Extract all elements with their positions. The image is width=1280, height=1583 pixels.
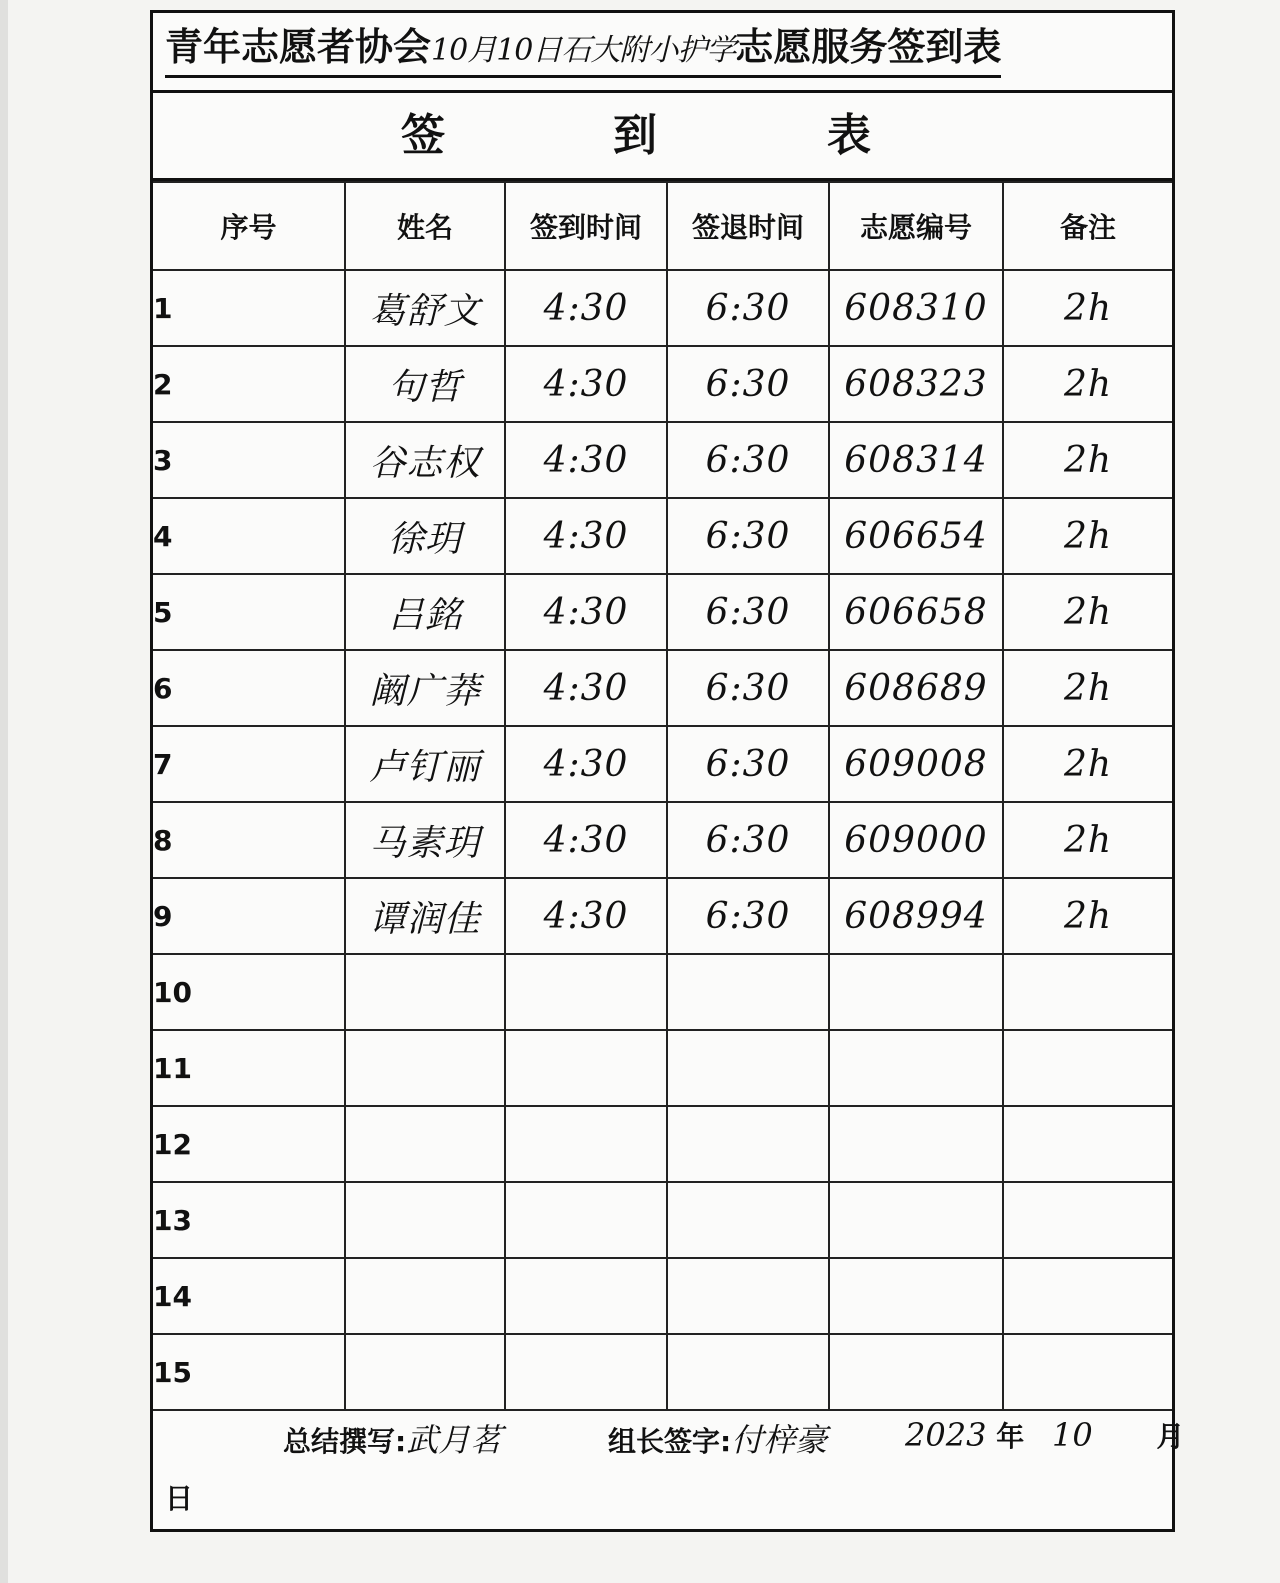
name-cell: [345, 1182, 505, 1258]
name-cell: 卢钉丽: [345, 726, 505, 802]
volunteer-id-cell: [829, 1030, 1003, 1106]
summary-writer: [283, 1415, 502, 1461]
note-cell: 2h: [1003, 422, 1172, 498]
sign-out-time-cell: 6:30: [667, 422, 829, 498]
sign-out-time-cell: 6:30: [667, 802, 829, 878]
sign-in-time-cell: 4:30: [505, 270, 667, 346]
volunteer-id-cell: [829, 1258, 1003, 1334]
row-number: 4: [153, 498, 345, 574]
sign-in-time-cell: 4:30: [505, 878, 667, 954]
volunteer-id-cell: 606658: [829, 574, 1003, 650]
name-cell: 葛舒文: [345, 270, 505, 346]
table-row: [153, 954, 1172, 1030]
table-row: [153, 1182, 1172, 1258]
volunteer-id-cell: 608310: [829, 270, 1003, 346]
title-printed-suffix: 志愿服务签到表: [735, 25, 1002, 69]
volunteer-id-cell: [829, 954, 1003, 1030]
note-cell: 2h: [1003, 270, 1172, 346]
table-row: [153, 574, 1172, 650]
sign-out-time-cell: 6:30: [667, 878, 829, 954]
row-number: 5: [153, 574, 345, 650]
table-row: [153, 726, 1172, 802]
sign-in-time-cell: [505, 1030, 667, 1106]
row-number: 8: [153, 802, 345, 878]
leader-signature-field: [608, 1415, 827, 1461]
volunteer-id-cell: 609008: [829, 726, 1003, 802]
leader-signature: 付梓豪: [731, 1421, 828, 1459]
sign-out-time-cell: 6:30: [667, 270, 829, 346]
note-cell: 2h: [1003, 802, 1172, 878]
sheet-title: [165, 25, 1001, 78]
table-row: [153, 1258, 1172, 1334]
subtitle-row: [153, 93, 1172, 181]
note-cell: [1003, 1030, 1172, 1106]
title-handwritten: 10月10日石大附小护学: [431, 33, 736, 68]
col-header-no: 序号: [153, 182, 345, 270]
sign-out-time-cell: 6:30: [667, 650, 829, 726]
row-number: 14: [153, 1258, 345, 1334]
name-cell: [345, 954, 505, 1030]
subtitle-char: 到: [613, 110, 657, 161]
note-cell: 2h: [1003, 574, 1172, 650]
sign-in-time-cell: 4:30: [505, 498, 667, 574]
volunteer-id-cell: 606654: [829, 498, 1003, 574]
row-number: 6: [153, 650, 345, 726]
row-number: 13: [153, 1182, 345, 1258]
col-header-sign-in-time: 签到时间: [505, 182, 667, 270]
day-label: 日: [165, 1482, 194, 1515]
sign-in-time-cell: 4:30: [505, 422, 667, 498]
table-row: [153, 1030, 1172, 1106]
note-cell: 2h: [1003, 726, 1172, 802]
sign-in-time-cell: 4:30: [505, 650, 667, 726]
row-number: 1: [153, 270, 345, 346]
note-cell: [1003, 1182, 1172, 1258]
table-row: [153, 650, 1172, 726]
year-label: 年: [996, 1420, 1025, 1453]
volunteer-id-cell: 609000: [829, 802, 1003, 878]
name-cell: [345, 1258, 505, 1334]
sign-in-time-cell: [505, 1182, 667, 1258]
volunteer-id-cell: [829, 1106, 1003, 1182]
sign-in-time-cell: 4:30: [505, 802, 667, 878]
name-cell: 谷志权: [345, 422, 505, 498]
volunteer-id-cell: 608323: [829, 346, 1003, 422]
date-field: [905, 1415, 1184, 1455]
sign-in-time-cell: 4:30: [505, 346, 667, 422]
sign-out-time-cell: [667, 1106, 829, 1182]
name-cell: 谭润佳: [345, 878, 505, 954]
volunteer-id-cell: [829, 1182, 1003, 1258]
row-number: 11: [153, 1030, 345, 1106]
sign-in-time-cell: 4:30: [505, 574, 667, 650]
row-number: 15: [153, 1334, 345, 1410]
sign-out-time-cell: [667, 1030, 829, 1106]
row-number: 3: [153, 422, 345, 498]
subtitle-char: 表: [827, 110, 871, 161]
row-number: 7: [153, 726, 345, 802]
name-cell: 句哲: [345, 346, 505, 422]
col-header-sign-out-time: 签退时间: [667, 182, 829, 270]
sign-out-time-cell: [667, 1182, 829, 1258]
sign-in-table: [153, 181, 1172, 1411]
name-cell: [345, 1030, 505, 1106]
note-cell: [1003, 1258, 1172, 1334]
table-row: [153, 346, 1172, 422]
row-number: 9: [153, 878, 345, 954]
note-cell: 2h: [1003, 346, 1172, 422]
col-header-volunteer-id: 志愿编号: [829, 182, 1003, 270]
subtitle-char: 签: [401, 110, 445, 161]
date-year: 2023: [905, 1416, 987, 1454]
leader-label: 组长签字:: [608, 1425, 732, 1458]
note-cell: [1003, 1106, 1172, 1182]
sign-in-time-cell: [505, 954, 667, 1030]
table-row: [153, 802, 1172, 878]
title-row: [153, 13, 1172, 93]
sign-out-time-cell: 6:30: [667, 726, 829, 802]
sign-in-sheet: [150, 10, 1185, 1532]
sign-out-time-cell: [667, 954, 829, 1030]
sign-out-time-cell: 6:30: [667, 498, 829, 574]
volunteer-id-cell: 608314: [829, 422, 1003, 498]
sign-out-time-cell: 6:30: [667, 346, 829, 422]
row-number: 2: [153, 346, 345, 422]
table-row: [153, 1106, 1172, 1182]
note-cell: 2h: [1003, 878, 1172, 954]
name-cell: [345, 1106, 505, 1182]
table-row: [153, 498, 1172, 574]
col-header-note: 备注: [1003, 182, 1172, 270]
header-row: [153, 182, 1172, 270]
date-month: 10: [1051, 1416, 1093, 1454]
summary-label: 总结撰写:: [283, 1425, 407, 1458]
name-cell: 徐玥: [345, 498, 505, 574]
sign-in-time-cell: [505, 1106, 667, 1182]
name-cell: 阚广莽: [345, 650, 505, 726]
name-cell: 马素玥: [345, 802, 505, 878]
col-header-name: 姓名: [345, 182, 505, 270]
volunteer-id-cell: 608994: [829, 878, 1003, 954]
table-row: [153, 270, 1172, 346]
table-row: [153, 422, 1172, 498]
note-cell: 2h: [1003, 650, 1172, 726]
sign-in-time-cell: 4:30: [505, 726, 667, 802]
month-label: 月: [1156, 1420, 1185, 1453]
row-number: 12: [153, 1106, 345, 1182]
footer: [153, 1391, 1185, 1529]
title-printed-prefix: 青年志愿者协会: [165, 25, 432, 69]
page-shadow: [0, 0, 8, 1583]
note-cell: 2h: [1003, 498, 1172, 574]
sign-out-time-cell: 6:30: [667, 574, 829, 650]
row-number: 10: [153, 954, 345, 1030]
name-cell: 吕銘: [345, 574, 505, 650]
summary-signature: 武月茗: [406, 1421, 503, 1459]
table-row: [153, 878, 1172, 954]
volunteer-id-cell: 608689: [829, 650, 1003, 726]
sign-out-time-cell: [667, 1258, 829, 1334]
sign-in-time-cell: [505, 1258, 667, 1334]
note-cell: [1003, 954, 1172, 1030]
